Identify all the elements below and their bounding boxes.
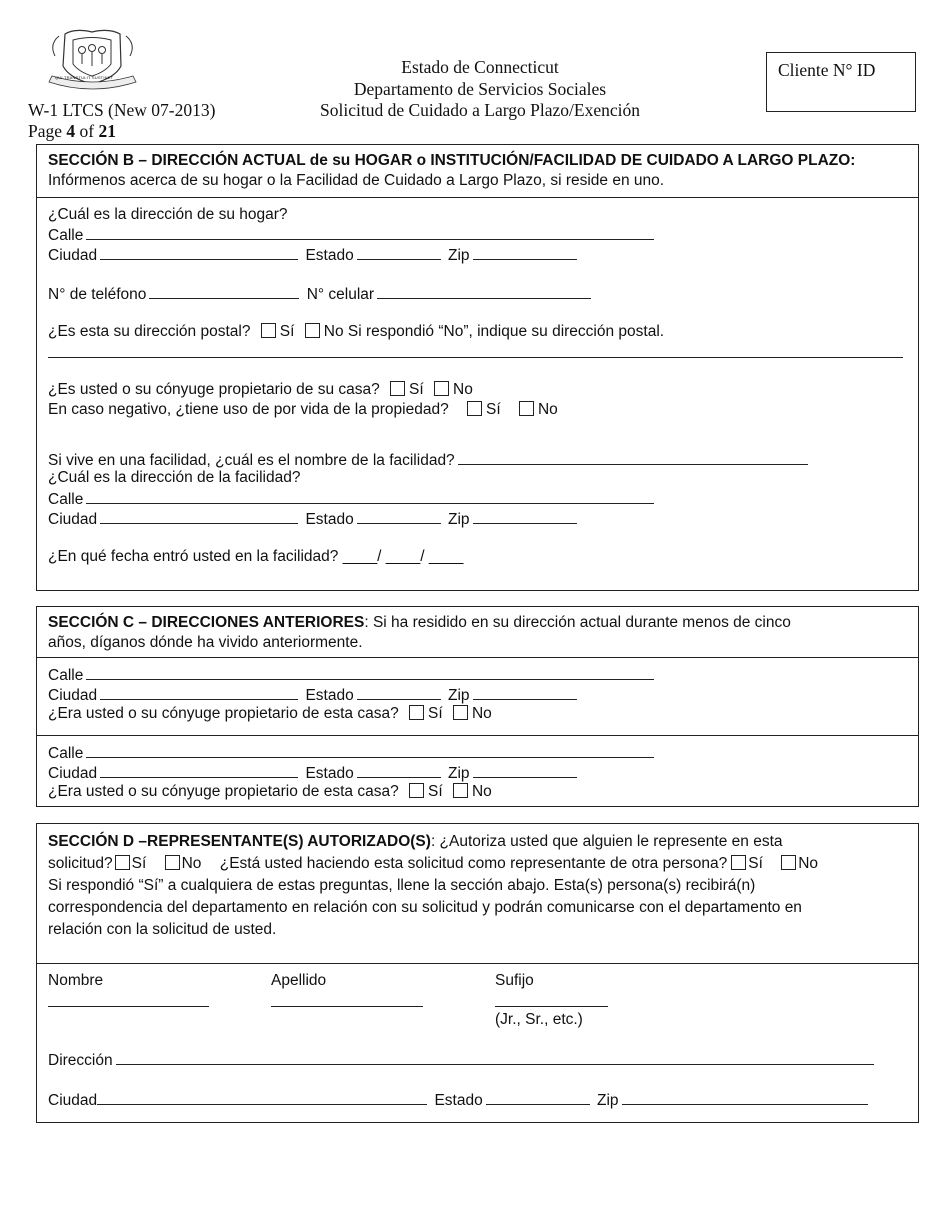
rep-city-field[interactable] [97, 1089, 427, 1105]
life-use-yes-checkbox[interactable] [467, 401, 482, 416]
yes-label: Sí [748, 855, 763, 872]
city-label: Ciudad [48, 511, 98, 528]
prev1-owner-question: ¿Era usted o su cónyuge propietario de esta casa? [48, 705, 399, 722]
connecticut-seal-logo [45, 26, 140, 92]
suffix-label: Sufijo [495, 972, 534, 989]
home-city-row [48, 244, 580, 266]
prev2-city-field[interactable] [100, 762, 298, 778]
page-indicator [28, 121, 116, 142]
zip-label: Zip [448, 511, 470, 528]
cell-field[interactable] [377, 283, 591, 299]
no-label: No [471, 705, 492, 722]
phone-label: N° de teléfono [48, 286, 147, 303]
prev1-street-field[interactable] [86, 664, 654, 680]
state-label: Estado [305, 511, 354, 528]
suffix-field[interactable] [495, 1006, 608, 1007]
owner-yes-checkbox[interactable] [390, 381, 405, 396]
form-code: W-1 LTCS (New 07-2013) [28, 100, 216, 120]
yes-label: Sí [131, 855, 147, 872]
life-use-no-checkbox[interactable] [519, 401, 534, 416]
prev2-yes-checkbox[interactable] [409, 783, 424, 798]
owner-row [48, 380, 473, 400]
section-d-heading: SECCIÓN D –REPRESENTANTE(S) AUTORIZADO(S) [48, 833, 431, 850]
city-label: Ciudad [48, 687, 98, 704]
entry-date-field[interactable]: ____/ ____/ ____ [342, 548, 464, 565]
section-d-q1-end: solicitud? [48, 855, 113, 872]
owner-question: ¿Es usted o su cónyuge propietario de su casa? [48, 381, 380, 398]
home-city-field[interactable] [100, 244, 298, 260]
city-label: Ciudad [48, 1092, 98, 1109]
yes-label: Sí [279, 323, 295, 340]
state-label: Estado [305, 247, 354, 264]
postal-question: ¿Es esta su dirección postal? [48, 323, 251, 340]
rep-address-row [48, 1049, 877, 1071]
life-use-question: En caso negativo, ¿tiene uso de por vida de la propiedad? [48, 401, 449, 418]
section-b-heading: SECCIÓN B – DIRECCIÓN ACTUAL de su HOGAR o INSTITUCIÓN/FACILIDAD DE CUIDADO A LARGO PLAZO: [48, 152, 856, 169]
no-label: No [181, 855, 202, 872]
section-c-text-1: : Si ha residido en su dirección actual durante menos de cinco [364, 614, 791, 631]
rep-state-field[interactable] [486, 1089, 590, 1105]
home-address-question: ¿Cuál es la dirección de su hogar? [48, 206, 288, 223]
no-label: No [453, 381, 473, 398]
section-d-note-2: correspondencia del departamento en relación con su solicitud y podrán comunicarse con el departamento en [48, 899, 802, 916]
city-label: Ciudad [48, 765, 98, 782]
postal-row [48, 322, 664, 342]
representative-no-checkbox[interactable] [781, 855, 796, 870]
section-c-heading: SECCIÓN C – DIRECCIONES ANTERIORES [48, 614, 365, 631]
zip-label: Zip [448, 765, 470, 782]
facility-state-field[interactable] [357, 508, 441, 524]
rep-zip-field[interactable] [622, 1089, 868, 1105]
last-name-label: Apellido [271, 972, 327, 989]
section-b-title [48, 151, 855, 171]
prev2-state-field[interactable] [357, 762, 441, 778]
form-title: Solicitud de Cuidado a Largo Plazo/Exención [320, 100, 640, 120]
home-state-field[interactable] [357, 244, 441, 260]
facility-address-question: ¿Cuál es la dirección de la facilidad? [48, 469, 301, 486]
prev2-street-row [48, 742, 657, 764]
yes-label: Sí [428, 783, 443, 800]
phone-field[interactable] [149, 283, 299, 299]
page-label: Page [28, 121, 63, 141]
section-d-q-row [48, 853, 818, 875]
postal-address-line[interactable] [48, 357, 903, 358]
page-number: 4 [66, 121, 76, 141]
prev2-city-row [48, 762, 580, 784]
last-name-field[interactable] [271, 1006, 423, 1007]
postal-yes-checkbox[interactable] [261, 323, 276, 338]
entry-date-row [48, 547, 463, 567]
facility-zip-field[interactable] [473, 508, 577, 524]
rep-address-field[interactable] [116, 1049, 874, 1065]
section-c-text-2: años, díganos dónde ha vivido anteriormente. [48, 634, 363, 651]
facility-street-row [48, 488, 657, 510]
seal-motto: QUI TRANSTULIT SUSTINET [55, 75, 114, 80]
city-label: Ciudad [48, 247, 98, 264]
no-label: No [471, 783, 492, 800]
section-d-note-3: relación con la solicitud de usted. [48, 921, 277, 938]
prev2-street-field[interactable] [86, 742, 654, 758]
section-d-q2: ¿Está usted haciendo esta solicitud como representante de otra persona? [219, 855, 728, 872]
facility-city-row [48, 508, 580, 530]
page-of: of [79, 121, 95, 141]
facility-name-field[interactable] [458, 449, 808, 465]
zip-label: Zip [448, 247, 470, 264]
street-label: Calle [48, 745, 84, 762]
no-label: No [798, 855, 819, 872]
postal-no-checkbox[interactable] [305, 323, 320, 338]
street-label: Calle [48, 667, 84, 684]
state-label: Estado [305, 687, 354, 704]
prev2-no-checkbox[interactable] [453, 783, 468, 798]
prev2-owner-question: ¿Era usted o su cónyuge propietario de esta casa? [48, 783, 399, 800]
first-name-field[interactable] [48, 1006, 209, 1007]
first-name-label: Nombre [48, 972, 104, 989]
home-street-field[interactable] [86, 224, 654, 240]
cell-label: N° celular [306, 286, 375, 303]
representative-yes-checkbox[interactable] [731, 855, 746, 870]
yes-label: Sí [486, 401, 501, 418]
street-label: Calle [48, 491, 84, 508]
prev1-zip-field[interactable] [473, 684, 577, 700]
postal-note: Si respondió “No”, indique su dirección postal. [347, 323, 665, 340]
prev1-no-checkbox[interactable] [453, 705, 468, 720]
prev1-street-row [48, 664, 657, 686]
facility-city-field[interactable] [100, 508, 298, 524]
prev1-owner-row [48, 704, 492, 724]
prev1-yes-checkbox[interactable] [409, 705, 424, 720]
rep-city-row [48, 1089, 871, 1111]
section-b-subtitle: Infórmenos acerca de su hogar o la Facilidad de Cuidado a Largo Plazo, si reside en uno. [48, 172, 665, 189]
client-id-box[interactable] [766, 52, 916, 112]
address-label: Dirección [48, 1052, 113, 1069]
zip-label: Zip [448, 687, 470, 704]
department-name: Departamento de Servicios Sociales [353, 78, 607, 99]
page-total: 21 [98, 121, 116, 141]
state-label: Estado [305, 765, 354, 782]
no-label: No [537, 401, 558, 418]
zip-label: Zip [597, 1092, 619, 1109]
authorize-yes-checkbox[interactable] [115, 855, 130, 870]
yes-label: Sí [409, 381, 424, 398]
state-label: Estado [434, 1092, 483, 1109]
phone-row [48, 283, 594, 305]
prev1-state-field[interactable] [357, 684, 441, 700]
prev1-city-row [48, 684, 580, 706]
authorize-no-checkbox[interactable] [165, 855, 180, 870]
section-d-q1-text: : ¿Autoriza usted que alguien le represente en esta [430, 833, 783, 850]
entry-date-question: ¿En qué fecha entró usted en la facilidad? [48, 548, 339, 565]
prev2-zip-field[interactable] [473, 762, 577, 778]
state-name: Estado de Connecticut [401, 57, 559, 77]
client-id-label: Cliente N° ID [778, 60, 876, 80]
prev2-owner-row [48, 782, 492, 802]
header-title-block [300, 57, 660, 122]
section-d-title [48, 831, 783, 853]
home-zip-field[interactable] [473, 244, 577, 260]
no-label: No [323, 323, 344, 340]
section-c-title [48, 613, 791, 633]
suffix-hint: (Jr., Sr., etc.) [495, 1011, 583, 1028]
prev1-city-field[interactable] [100, 684, 298, 700]
yes-label: Sí [428, 705, 443, 722]
street-label: Calle [48, 227, 84, 244]
facility-name-question: Si vive en una facilidad, ¿cuál es el nombre de la facilidad? [48, 452, 455, 469]
home-street-row [48, 224, 657, 246]
life-use-row [48, 400, 558, 420]
section-d-note-1: Si respondió “Sí” a cualquiera de estas preguntas, llene la sección abajo. Esta(s) persona(s) recibirá(n) [48, 877, 756, 894]
facility-street-field[interactable] [86, 488, 654, 504]
owner-no-checkbox[interactable] [434, 381, 449, 396]
